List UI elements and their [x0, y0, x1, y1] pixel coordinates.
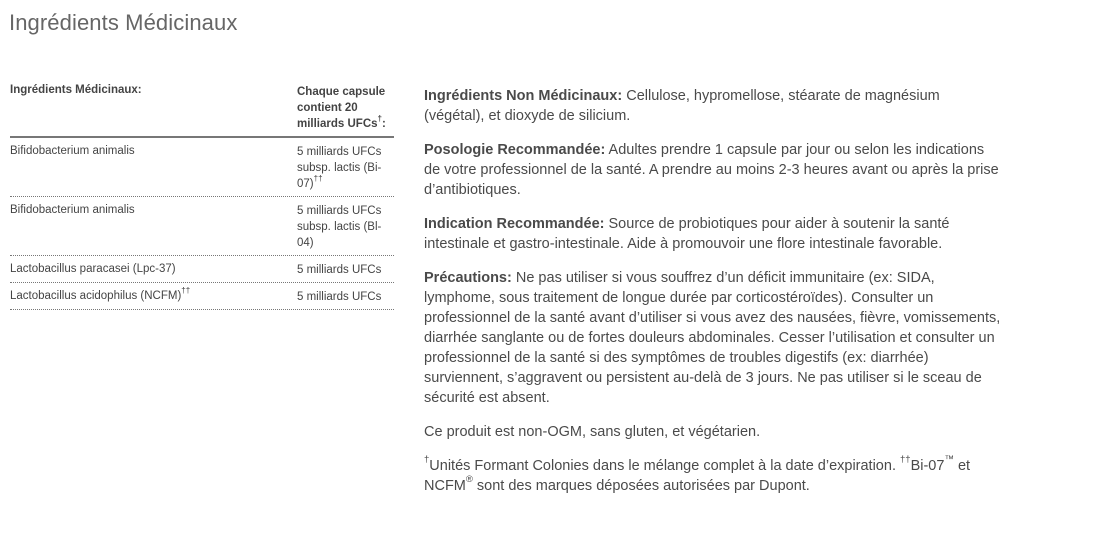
footnote-text: Unités Formant Colonies dans le mélange complet à la date d’expiration. [429, 458, 900, 474]
ingredient-amount [297, 203, 394, 251]
table-row [10, 283, 394, 310]
medicinal-ingredients-table [10, 84, 394, 310]
footnote-text: Bi-07 [910, 458, 945, 474]
product-info [424, 86, 1004, 510]
table-row [10, 256, 394, 283]
table-row [10, 138, 394, 197]
non-medicinal-label: Ingrédients Non Médicinaux: [424, 88, 623, 104]
ingredient-name [10, 286, 297, 305]
dagger-mark: †† [313, 174, 323, 184]
dagger-mark: †† [900, 454, 911, 466]
use-text: Source de probiotiques pour aider à soutenir la santé intestinale et gastro-intestinale. Aide à promouvoir une flore intestinale favorable. [424, 216, 950, 252]
ingredient-name [10, 203, 297, 251]
ingredient-name-text: Lactobacillus acidophilus (NCFM) [10, 290, 182, 302]
recommended-use [424, 214, 1004, 254]
ingredient-name-text: Lactobacillus paracasei (Lpc-37) [10, 263, 176, 275]
header-amount [297, 84, 394, 132]
use-label: Indication Recommandée: [424, 216, 605, 232]
ingredient-amount [297, 144, 394, 192]
table-row [10, 197, 394, 256]
footnote-text: sont des marques déposées autorisées par Dupont. [472, 478, 810, 494]
cautions-label: Précautions: [424, 270, 512, 286]
dagger-mark: †† [181, 286, 191, 296]
registered-mark: ® [465, 474, 473, 486]
footnote-text: et NCFM [424, 458, 971, 494]
ingredient-amount-text: 5 milliards UFCs subsp. lactis (Bi-07) [297, 146, 382, 190]
dose-label: Posologie Recommandée: [424, 142, 606, 158]
ingredient-amount-text: 5 milliards UFCs [297, 264, 382, 276]
footnote [424, 456, 1004, 496]
ingredient-amount [297, 262, 394, 278]
non-medicinal-ingredients [424, 86, 1004, 126]
header-ingredient: Ingrédients Médicinaux: [10, 84, 142, 96]
ingredient-name-text: Bifidobacterium animalis [10, 204, 135, 216]
dose-text: Adultes prendre 1 capsule par jour ou selon les indications de votre professionnel de la santé. A prendre au moins 2-3 heures avant ou après la prise d’antibiotiques. [424, 142, 999, 198]
ingredient-amount [297, 289, 394, 305]
ingredient-amount-text: 5 milliards UFCs subsp. lactis (Bl-04) [297, 205, 382, 249]
ingredient-name-text: Bifidobacterium animalis [10, 145, 135, 157]
dagger-mark: † [424, 454, 430, 466]
non-gmo-statement: Ce produit est non-OGM, sans gluten, et végétarien. [424, 424, 761, 440]
recommended-dose [424, 140, 1004, 200]
cautions [424, 268, 1004, 408]
ingredient-amount-text: 5 milliards UFCs [297, 291, 382, 303]
ingredient-name [10, 144, 297, 192]
ingredient-name [10, 262, 297, 278]
header-colon: : [381, 118, 386, 130]
header-amount-text: Chaque capsule contient 20 milliards UFCs [297, 86, 386, 130]
trademark-mark: ™ [944, 454, 954, 466]
dagger-mark: † [377, 114, 382, 124]
page-title: Ingrédients Médicinaux [9, 10, 238, 35]
non-medicinal-text: Cellulose, hypromellose, stéarate de magnésium (végétal), et dioxyde de silicium. [424, 88, 940, 124]
table-header [10, 84, 394, 138]
cautions-text: Ne pas utiliser si vous souffrez d’un déficit immunitaire (ex: SIDA, lymphome, sous traitement de longue durée par corticostéroïdes). Consulter un professionnel de la santé avant d’utiliser si vous avez des nausées, fièvre, vomissements, diarrhée sanglante ou de fortes douleurs abdominales. Cesser l’utilisation et consulter un professionnel de la santé si des symptômes de troubles digestifs (ex: diarrhée) surviennent, s’aggravent ou persistent au-delà de 3 jours. Ne pas utiliser si le sceau de sécurité est absent. [424, 270, 1001, 406]
